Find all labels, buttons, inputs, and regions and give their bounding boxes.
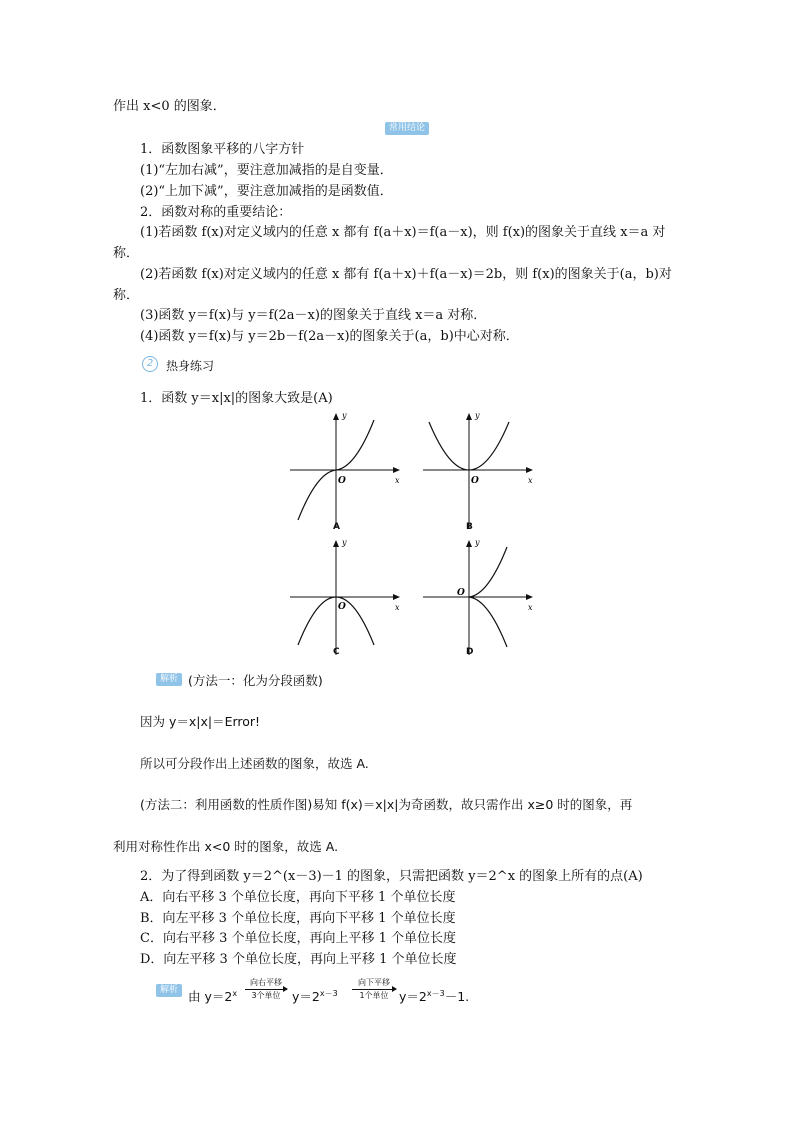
analysis-2-suffix: －1.	[444, 989, 470, 1005]
graph-b-label: B	[466, 522, 473, 532]
graph-b-y-label: y	[475, 411, 480, 420]
analysis-1-method1: (方法一：化为分段函数)	[188, 673, 323, 688]
badge-analysis-1: 解析	[156, 673, 182, 686]
analysis-2-exp2: x－3	[319, 989, 338, 998]
analysis-1-so: 所以可分段作出上述函数的图象，故选 A.	[140, 756, 369, 771]
analysis-2-exp1: x	[232, 989, 238, 998]
graph-b-origin: O	[471, 476, 479, 486]
conclusion-1-2: (2)“上加下减”，要注意加减指的是函数值．	[140, 184, 393, 199]
question-2-option-b: B．向左平移 3 个单位长度，再向下平移 1 个单位长度	[140, 911, 456, 926]
badge-analysis-2: 解析	[156, 984, 182, 997]
conclusion-2-4: (4)函数 y＝f(x)与 y＝2b－f(2a－x)的图象关于(a，b)中心对称．	[140, 329, 519, 344]
graph-b-x-label: x	[528, 476, 533, 485]
top-line: 作出 x<0 的图象．	[113, 99, 226, 114]
analysis-2-exp3: x－3	[426, 989, 445, 998]
analysis-1-method2: (方法二：利用函数的性质作图)易知 f(x)＝x|x|为奇函数，故只需作出 x≥0 时的图象，再	[140, 797, 633, 812]
analysis-2-end	[399, 985, 469, 1006]
conclusion-2-1-cont: 称．	[113, 246, 140, 261]
question-2-option-c: C．向右平移 3 个单位长度，再向上平移 1 个单位长度	[140, 931, 457, 946]
conclusion-2-2: (2)若函数 f(x)对定义域内的任意 x 都有 f(a＋x)＋f(a－x)＝2b，则 f(x)的图象关于(a，b)对	[140, 267, 672, 282]
analysis-2-mid-text: y＝2	[292, 989, 320, 1005]
arrow-shift-right-icon	[245, 989, 287, 990]
conclusion-2-1: (1)若函数 f(x)对定义域内的任意 x 都有 f(a＋x)＝f(a－x)，则 f(x)的图象关于直线 x＝a 对	[140, 225, 666, 240]
graph-c-y-label: y	[342, 538, 347, 547]
graph-c-label: C	[333, 647, 340, 657]
arrow-shift-right	[245, 978, 287, 1001]
graph-c-x-label: x	[395, 603, 400, 612]
graph-a-origin: O	[338, 476, 346, 486]
graph-b	[421, 410, 539, 530]
conclusion-2: 2．函数对称的重要结论：	[140, 205, 292, 220]
badge-conclusion: 常用结论	[385, 122, 429, 135]
analysis-1-method2-cont: 利用对称性作出 x<0 时的图象，故选 A.	[113, 839, 339, 854]
graph-c-origin: O	[338, 602, 346, 612]
conclusion-1: 1．函数图象平移的八字方针	[140, 142, 305, 157]
question-2: 2．为了得到函数 y＝2^(x－3)－1 的图象，只需把函数 y＝2^x 的图象上所有的点(A)	[140, 869, 643, 884]
question-2-option-d: D．向左平移 3 个单位长度，再向上平移 1 个单位长度	[140, 952, 457, 967]
section-title: 热身练习	[166, 359, 215, 373]
arrow-shift-down-bottom: 1个单位	[359, 991, 389, 1000]
analysis-2-prefix-text: 由 y＝2	[188, 989, 233, 1005]
arrow-shift-down	[352, 978, 396, 1001]
graph-a	[288, 410, 406, 530]
graph-a-label: A	[333, 522, 340, 532]
graph-d-y-label: y	[475, 538, 480, 547]
question-2-option-a: A．向右平移 3 个单位长度，再向下平移 1 个单位长度	[140, 890, 456, 905]
graph-a-x-label: x	[395, 476, 400, 485]
section-number-icon: 2	[142, 356, 158, 372]
analysis-2-prefix	[188, 985, 237, 1006]
graph-d-label: D	[466, 647, 474, 657]
graph-d	[421, 537, 539, 657]
question-1: 1．函数 y＝x|x|的图象大致是(A)	[140, 391, 333, 406]
conclusion-2-3: (3)函数 y＝f(x)与 y＝f(2a－x)的图象关于直线 x＝a 对称．	[140, 308, 487, 323]
analysis-2-end-text: y＝2	[399, 989, 427, 1005]
arrow-shift-down-icon	[352, 989, 396, 990]
graph-d-x-label: x	[528, 603, 533, 612]
graph-c	[288, 537, 406, 657]
conclusion-1-1: (1)“左加右减”，要注意加减指的是自变量．	[140, 163, 393, 178]
analysis-2-mid	[292, 985, 338, 1006]
arrow-shift-right-bottom: 3个单位	[251, 991, 281, 1000]
conclusion-2-2-cont: 称．	[113, 288, 140, 303]
arrow-shift-right-top: 向右平移	[250, 978, 282, 987]
graph-a-y-label: y	[342, 411, 347, 420]
arrow-shift-down-top: 向下平移	[358, 978, 390, 987]
analysis-1-because: 因为 y＝x|x|＝Error!	[140, 714, 261, 729]
graph-d-origin: O	[457, 588, 465, 598]
